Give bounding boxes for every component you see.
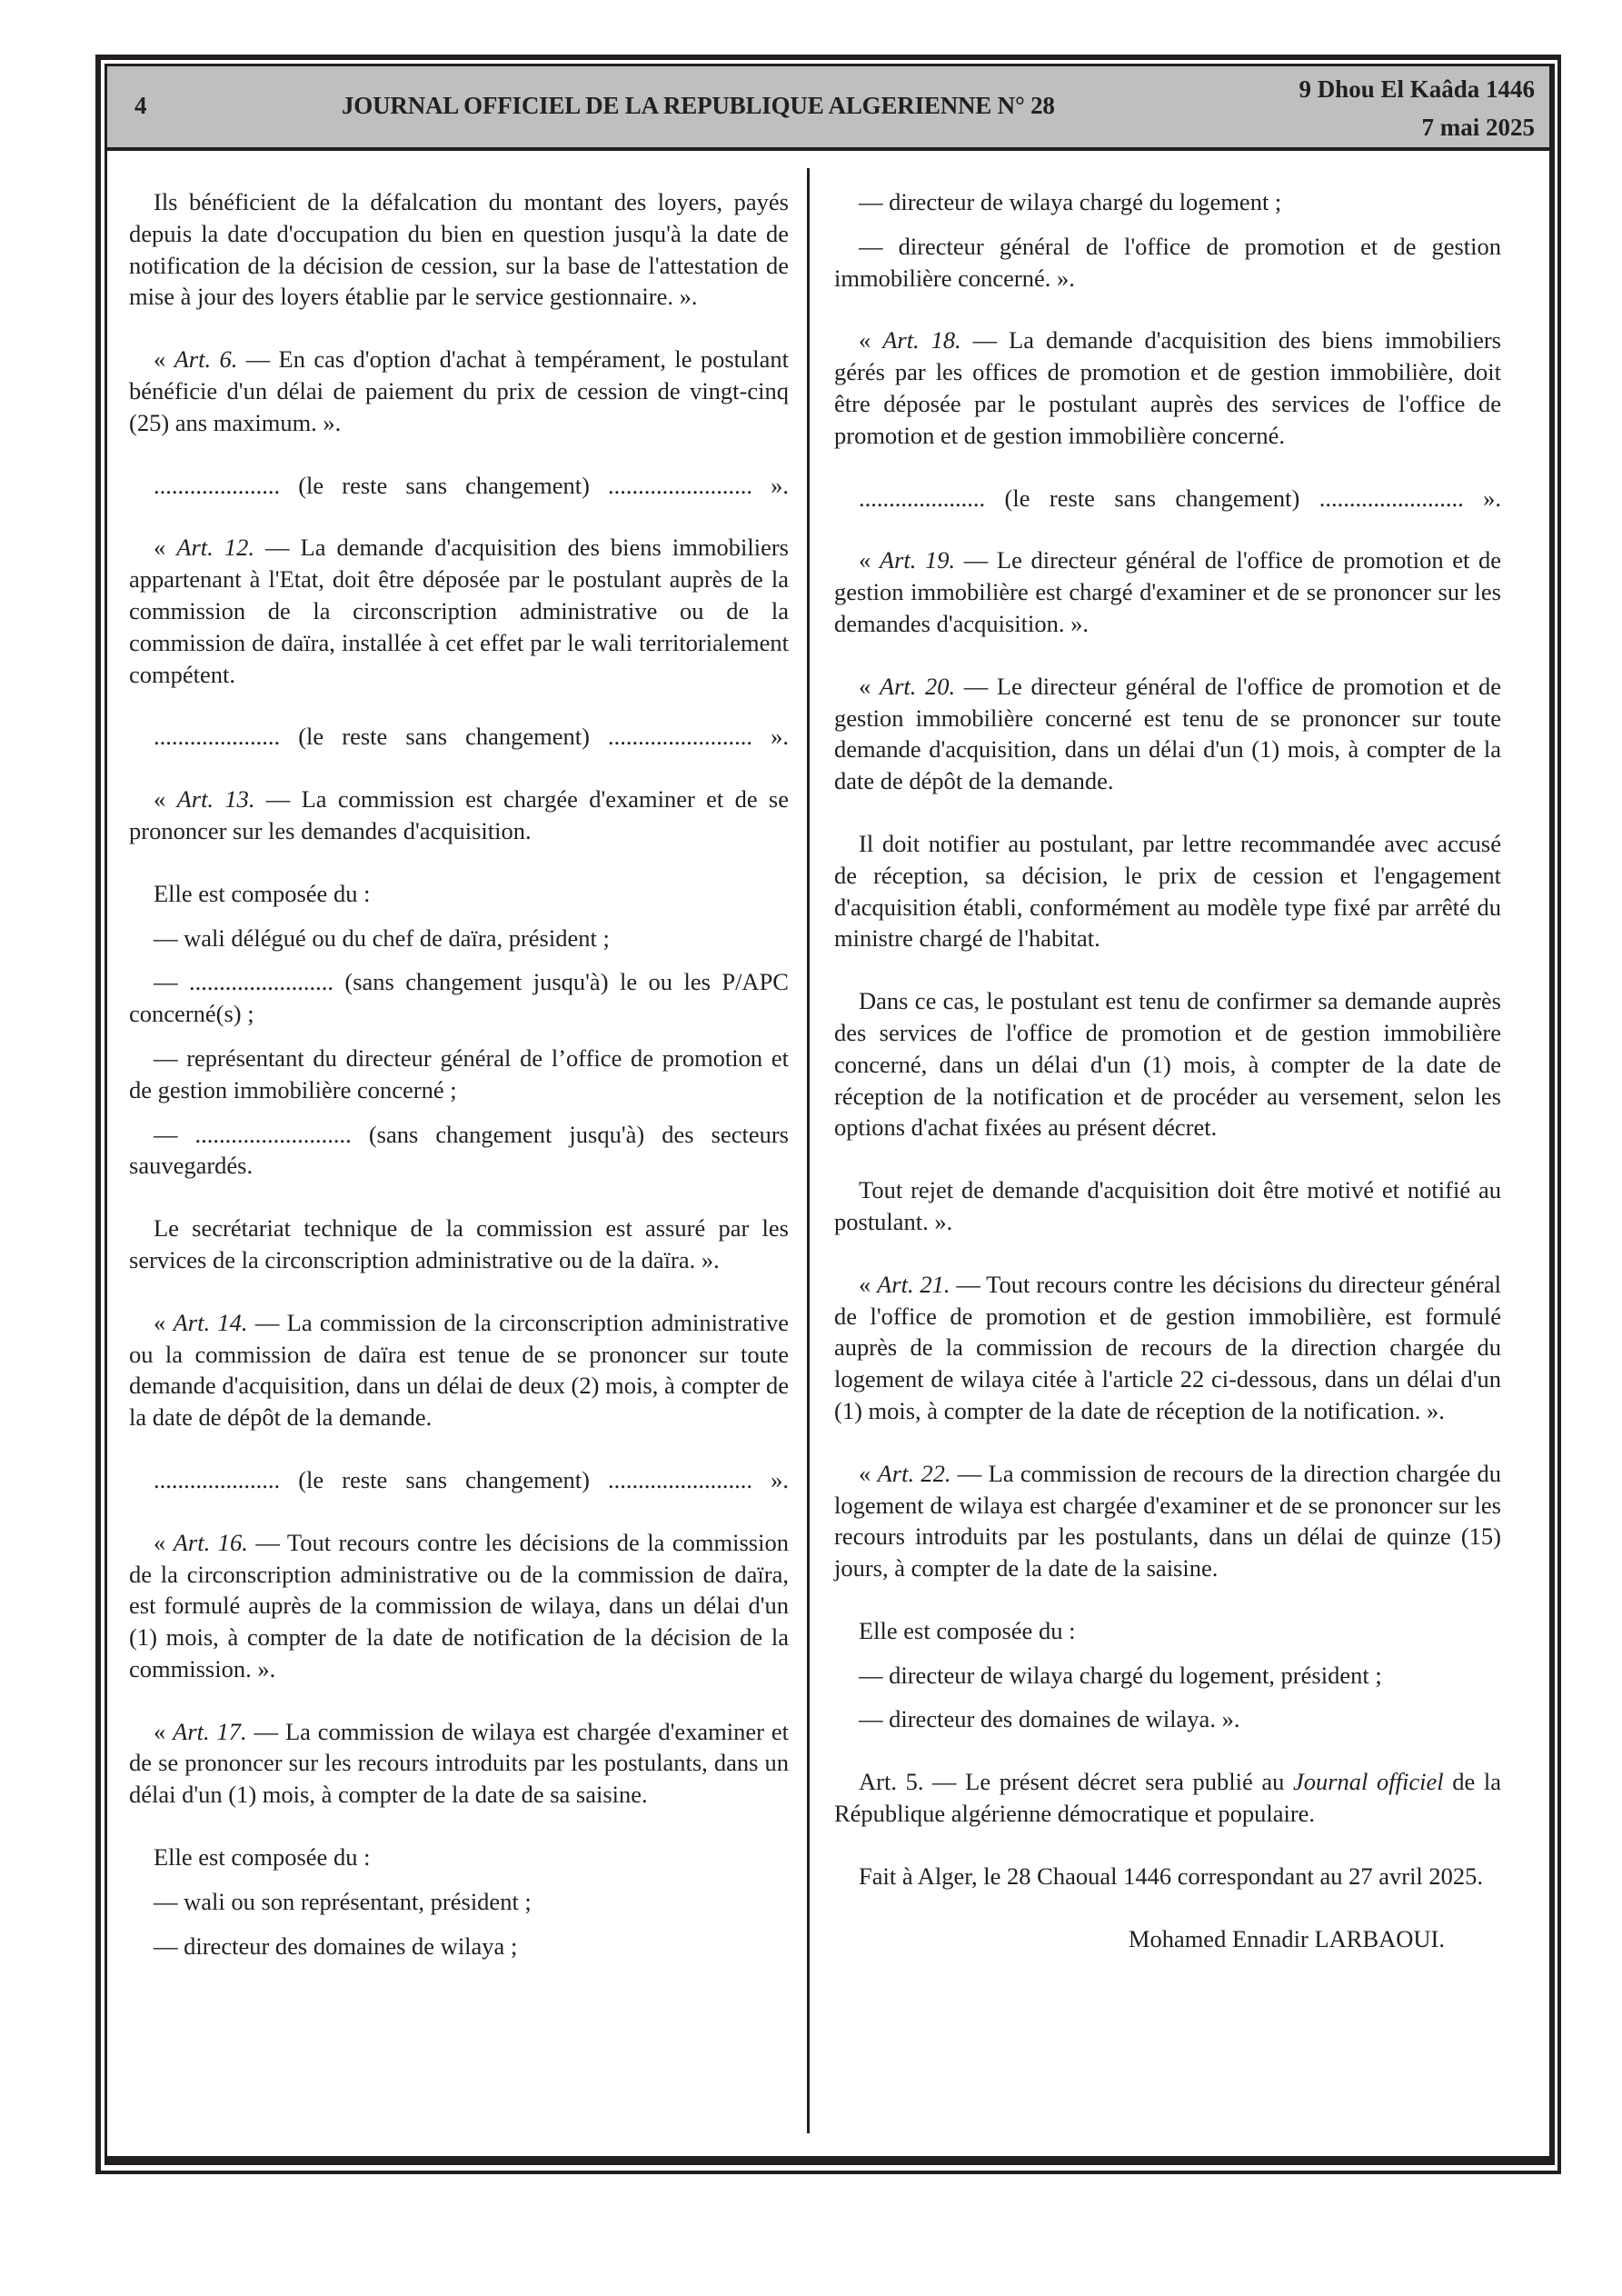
article-number: Art. 20. [879, 672, 956, 700]
list-item: — représentant du directeur général de l’office de promotion et de gestion immobilière concerné ; [129, 1043, 789, 1103]
hijri-date: 9 Dhou El Kaâda 1446 [1299, 75, 1535, 103]
journal-officiel-italic: Journal officiel [1292, 1768, 1444, 1796]
article-number: Art. 13. [176, 785, 255, 814]
article-text: Art. 5. — Le présent décret sera publié au [859, 1768, 1293, 1796]
unchanged-remainder-line: ..................... (le reste sans changement) ........................ ». [859, 484, 1501, 512]
article-number: Art. 17. [173, 1717, 247, 1745]
article-paragraph [834, 324, 1501, 451]
article-paragraph [129, 1716, 789, 1811]
article-paragraph [834, 1269, 1501, 1427]
list-item: Elle est composée du : [154, 879, 371, 907]
column-divider [807, 168, 810, 2133]
article-text: — La commission est chargée d'examiner et de se prononcer sur les demandes d'acquisition. [129, 785, 789, 844]
article-number: Art. 6. [174, 345, 238, 374]
open-quote: « [154, 534, 177, 562]
list-item: — wali ou son représentant, président ; [154, 1887, 532, 1915]
unchanged-remainder-line: ..................... (le reste sans changement) ........................ ». [154, 1465, 789, 1493]
article-paragraph [129, 344, 789, 438]
open-quote: « [859, 1459, 878, 1487]
article-paragraph [129, 532, 789, 690]
journal-title: JOURNAL OFFICIEL DE LA REPUBLIQUE ALGERIENNE N° 28 [342, 92, 1055, 119]
paragraph: — directeur général de l'office de promotion et de gestion immobilière concerné. ». [834, 232, 1501, 292]
right-column [834, 186, 1501, 1985]
article-text: — En cas d'option d'achat à tempérament, le postulant bénéficie d'un délai de paiement du prix de cession de vingt-cinq (25) ans maximum. ». [129, 345, 789, 436]
article-number: Art. 18. [882, 326, 961, 354]
article-text: — Tout recours contre les décisions du directeur général de l'office de promotion et de gestion immobilière, est formulé auprès de la commission de recours de la direction chargée du logement de wilaya citée à l'article 22 ci-dessous, dans un délai d'un (1) mois, à compter de la date de réception de la notification. ». [834, 1270, 1501, 1424]
paragraph: Le secrétariat technique de la commission est assuré par les services de la circonscription administrative ou de la daïra. ». [129, 1214, 789, 1273]
list-item: — directeur de wilaya chargé du logement ; [859, 188, 1282, 215]
paragraph: Ils bénéficient de la défalcation du montant des loyers, payés depuis la date d'occupation du bien en question jusqu'à la date de notification de la décision de cession, sur la base de l'attestation de mise à jour des loyers établie par le service gestionnaire. ». [129, 188, 789, 311]
list-item: — ........................ (sans changement jusqu'à) le ou les P/APC concerné(s) ; [129, 968, 789, 1028]
article-paragraph [129, 1307, 789, 1433]
journal-header [107, 66, 1549, 151]
signatory-name: Mohamed Ennadir LARBAOUI. [1128, 1924, 1445, 1952]
unchanged-remainder-line: ..................... (le reste sans changement) ........................ ». [154, 471, 789, 499]
article-text: — Le directeur général de l'office de promotion et de gestion immobilière concerné est tenu de se prononcer sur toute demande d'acquisition, dans un délai d'un (1) mois, à compter de la date de dépôt de la demande. [834, 672, 1502, 795]
article-number: Art. 16. [173, 1528, 248, 1556]
article-text: — La demande d'acquisition des biens immobiliers gérés par les offices de promotion et de gestion immobilière, doit être déposée par le postulant auprès des services de l'office de promotion et de gestion immobilière concerné. [834, 326, 1501, 449]
article-paragraph [834, 671, 1501, 797]
article-number: Art. 14. [173, 1308, 248, 1336]
article-paragraph [834, 1458, 1501, 1584]
open-quote: « [154, 1528, 174, 1556]
gregorian-date: 7 mai 2025 [1421, 114, 1535, 141]
article-paragraph [834, 544, 1501, 639]
list-item: — directeur de wilaya chargé du logement, président ; [859, 1661, 1382, 1689]
article-number: Art. 22. [877, 1459, 951, 1487]
open-quote: « [154, 1308, 174, 1336]
list-item: Elle est composée du : [154, 1843, 371, 1872]
open-quote: « [859, 326, 883, 354]
list-item: — directeur des domaines de wilaya ; [154, 1932, 518, 1960]
open-quote: « [859, 1270, 878, 1298]
article-text: — Tout recours contre les décisions de la commission de la circonscription administrative ou de la commission de daïra, est formulé auprès de la commission de wilaya, dans un délai d'un (1) mois, à compter de la date de notification de la décision de la commission. ». [129, 1528, 789, 1682]
page-number: 4 [134, 92, 147, 119]
open-quote: « [154, 785, 177, 814]
article-number: Art. 19. [879, 546, 956, 574]
list-item: Elle est composée du : [859, 1616, 1076, 1644]
article-text: de la République algérienne démocratique et populaire. [834, 1768, 1501, 1828]
open-quote: « [859, 546, 880, 574]
open-quote: « [154, 345, 174, 374]
paragraph: Fait à Alger, le 28 Chaoual 1446 correspondant au 27 avril 2025. [859, 1862, 1484, 1890]
list-item: — wali délégué ou du chef de daïra, président ; [154, 923, 610, 952]
issue-dates [1299, 70, 1535, 146]
article-text: — La demande d'acquisition des biens immobiliers appartenant à l'Etat, doit être déposée par le postulant auprès de la commission de la circonscription administrative ou de la commission de daïra, installée à cet effet par le wali territorialement compétent. [129, 534, 789, 688]
article-number: Art. 12. [176, 534, 254, 562]
article-text: — La commission de recours de la direction chargée du logement de wilaya est chargée d'examiner et de se prononcer sur les recours introduits par les postulants, dans un délai de quinze (15) jours, à compter de la date de la saisine. [834, 1459, 1501, 1582]
paragraph: — .......................... (sans changement jusqu'à) des secteurs sauvegardés. [129, 1120, 789, 1180]
paragraph: Il doit notifier au postulant, par lettre recommandée avec accusé de réception, sa décision, le prix de cession et l'engagement d'acquisition établi, conformément au modèle type fixé par arrêté du ministre chargé de l'habitat. [834, 829, 1501, 953]
open-quote: « [154, 1717, 174, 1745]
paragraph: — directeur des domaines de wilaya. ». [859, 1705, 1240, 1733]
article-text: — La commission de wilaya est chargée d'examiner et de se prononcer sur les recours introduits par les postulants, dans un délai d'un (1) mois, à compter de la date de sa saisine. [129, 1717, 789, 1809]
left-column [129, 186, 789, 1974]
paragraph: Tout rejet de demande d'acquisition doit être motivé et notifié au postulant. ». [834, 1176, 1501, 1235]
article-5-paragraph [834, 1766, 1501, 1830]
article-number: Art. 21. [877, 1270, 950, 1298]
article-paragraph [129, 784, 789, 847]
unchanged-remainder-line: ..................... (le reste sans changement) ........................ ». [154, 723, 789, 751]
paragraph: Dans ce cas, le postulant est tenu de confirmer sa demande auprès des services de l'office de promotion et de gestion immobilière concerné, dans un délai d'un (1) mois, à compter de la date de réception de la notification et de procéder au versement, selon les options d'achat fixées au présent décret. [834, 987, 1501, 1142]
article-paragraph [129, 1527, 789, 1685]
open-quote: « [859, 672, 880, 700]
article-text: — La commission de la circonscription administrative ou la commission de daïra est tenue de se prononcer sur toute demande d'acquisition, dans un délai de deux (2) mois, à compter de la date de dépôt de la demande. [129, 1308, 789, 1432]
article-text: — Le directeur général de l'office de promotion et de gestion immobilière est chargé d'examiner et de se prononcer sur les demandes d'acquisition. ». [834, 546, 1502, 637]
